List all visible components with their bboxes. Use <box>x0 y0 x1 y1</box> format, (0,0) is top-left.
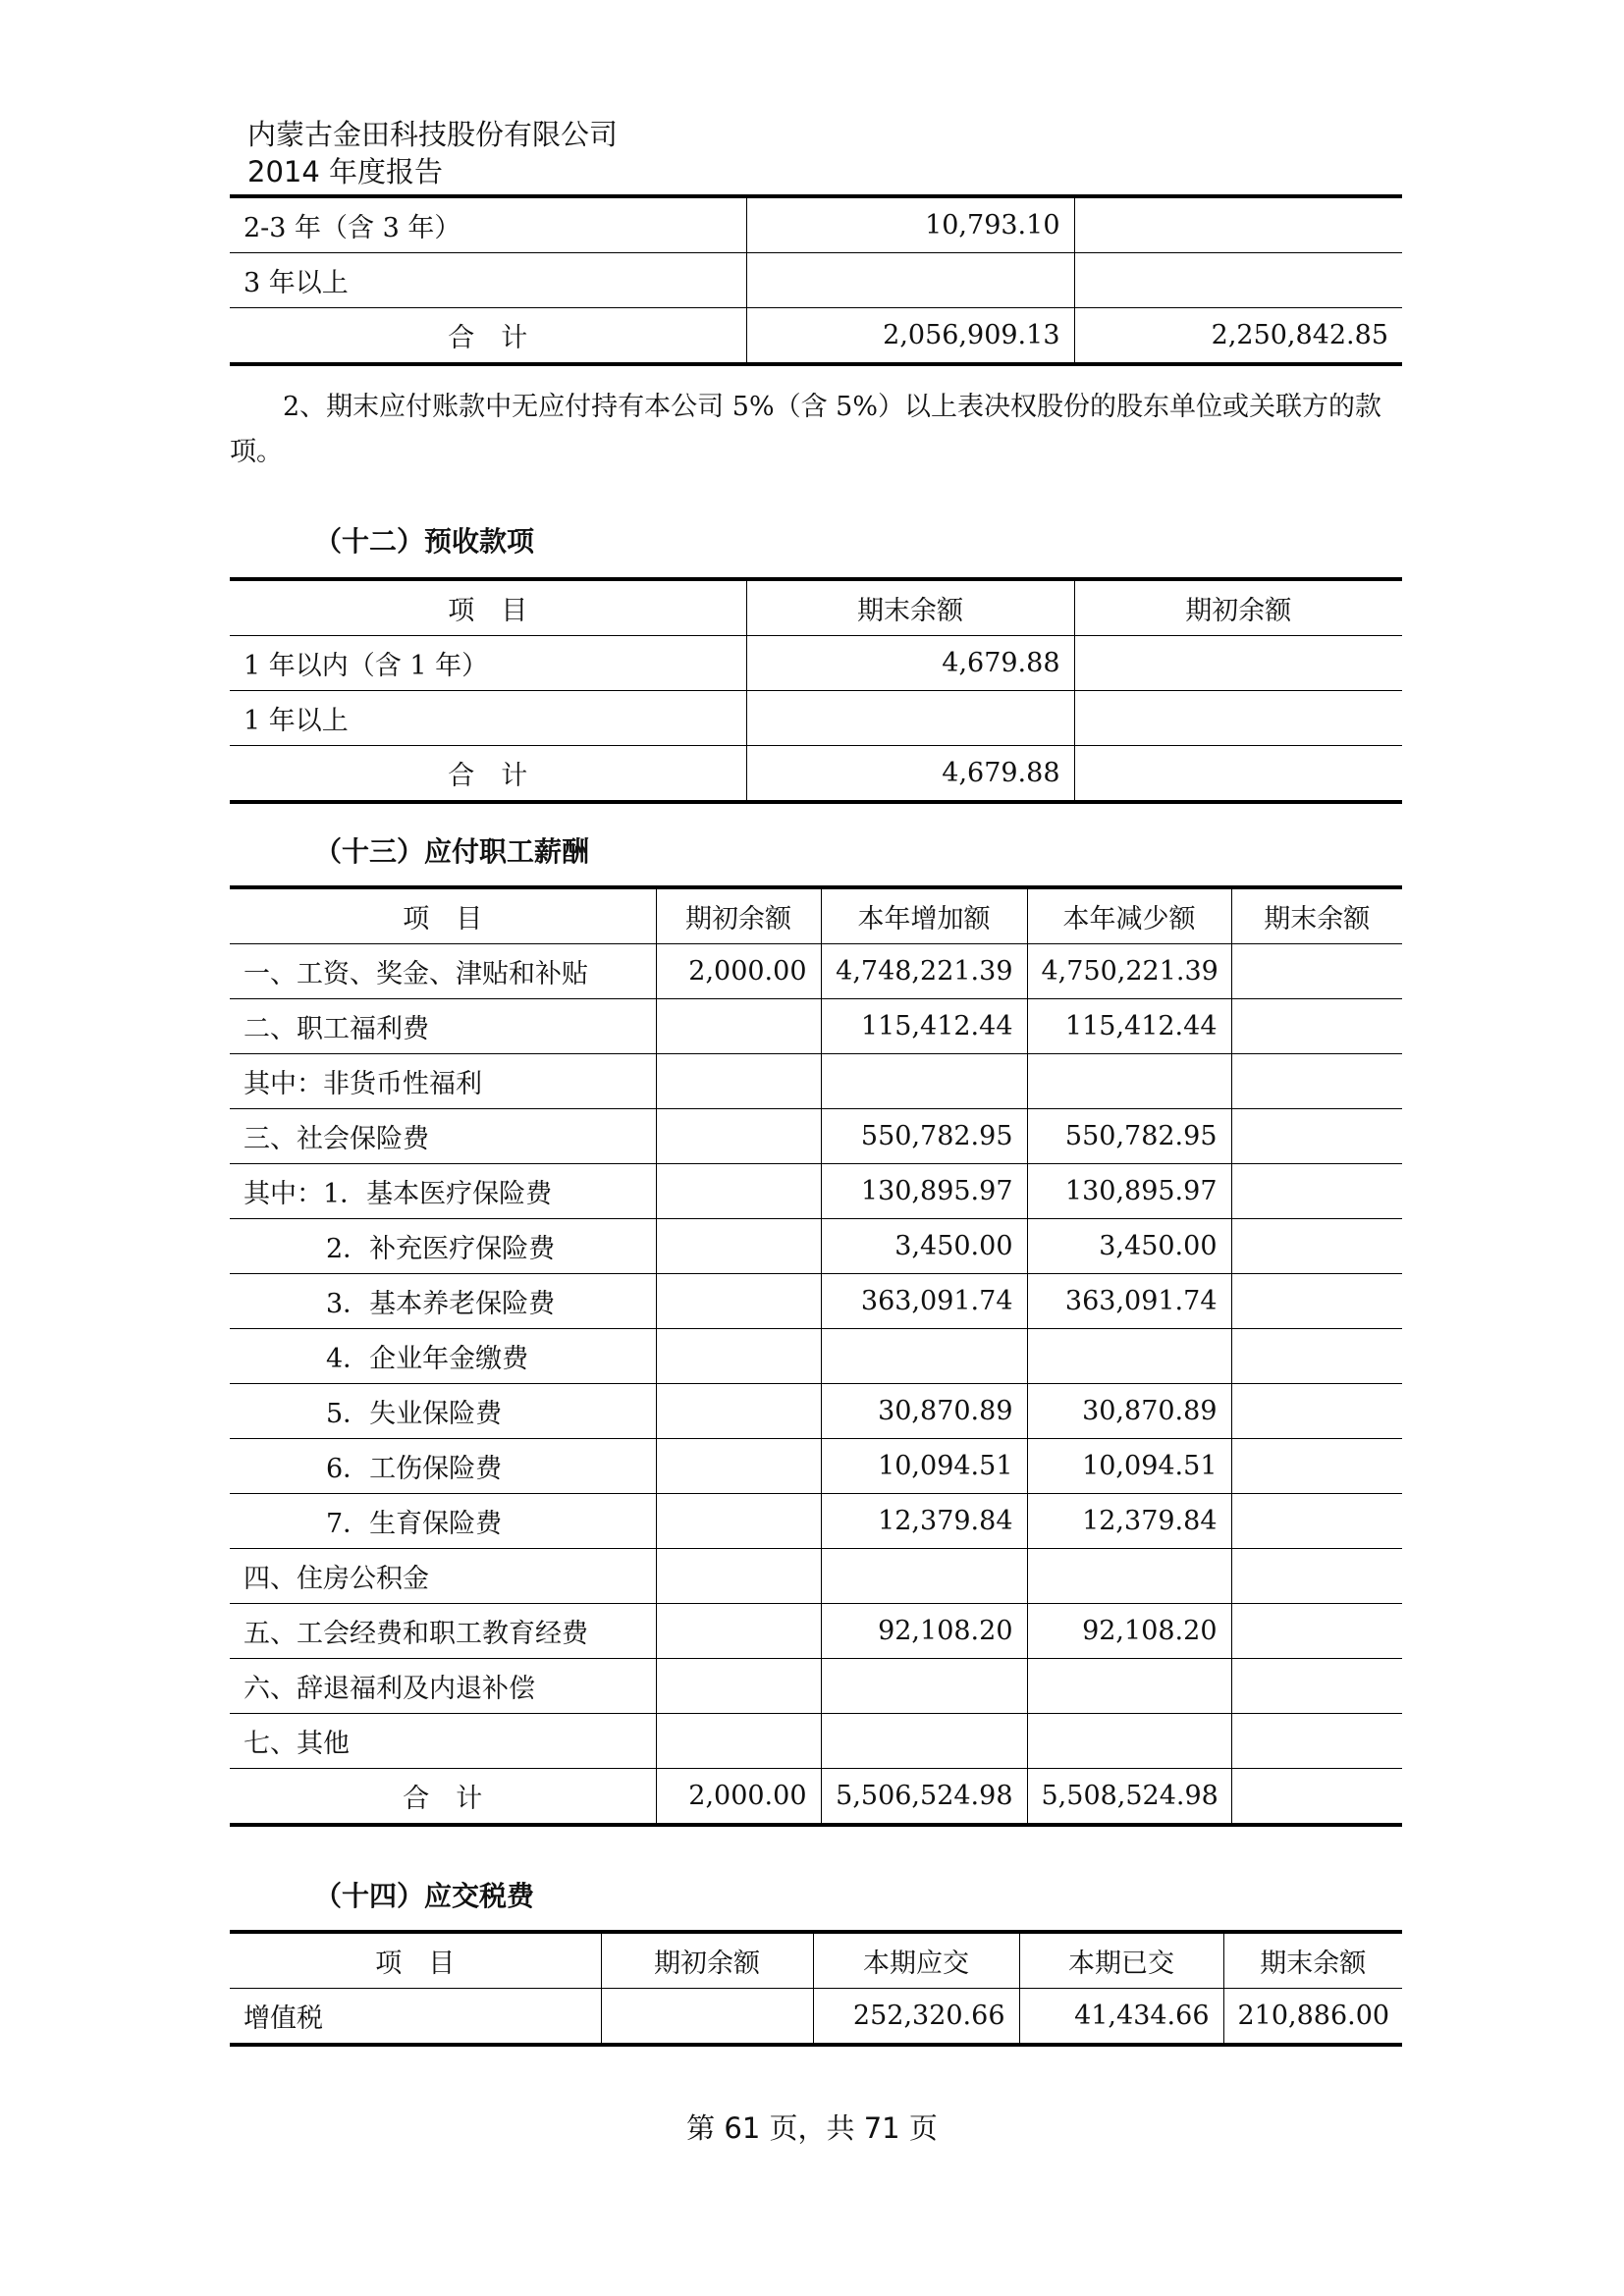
begin-balance <box>1074 636 1402 691</box>
increase-amount <box>821 1329 1027 1384</box>
end-balance: 4,679.88 <box>746 636 1074 691</box>
increase-amount <box>821 1714 1027 1769</box>
decrease-amount: 30,870.89 <box>1027 1384 1231 1439</box>
total-row <box>230 1769 1402 1826</box>
begin-balance <box>601 1989 813 2046</box>
row-label: 3 年以上 <box>230 253 746 308</box>
table-row <box>230 1274 1402 1329</box>
end-balance <box>1231 1714 1402 1769</box>
table-row <box>230 1219 1402 1274</box>
begin-balance <box>656 1219 821 1274</box>
table-row <box>230 1384 1402 1439</box>
begin-balance <box>656 1054 821 1109</box>
total-label: 合 计 <box>230 1769 656 1826</box>
header-begin-balance: 期初余额 <box>656 887 821 944</box>
row-label: 四、住房公积金 <box>230 1549 656 1604</box>
increase-amount: 3,450.00 <box>821 1219 1027 1274</box>
decrease-amount: 115,412.44 <box>1027 999 1231 1054</box>
begin-balance <box>656 1329 821 1384</box>
increase-amount: 10,094.51 <box>821 1439 1027 1494</box>
begin-balance <box>656 1164 821 1219</box>
row-label: 6．工伤保险费 <box>230 1439 656 1494</box>
end-balance <box>1231 1329 1402 1384</box>
header-end-balance: 期末余额 <box>1223 1932 1402 1989</box>
table-row <box>230 999 1402 1054</box>
end-balance <box>1231 1494 1402 1549</box>
row-label: 7．生育保险费 <box>230 1494 656 1549</box>
header-payable: 本期应交 <box>813 1932 1019 1989</box>
company-name: 内蒙古金田科技股份有限公司 <box>247 118 619 151</box>
table-row <box>230 253 1402 308</box>
end-balance <box>1231 1274 1402 1329</box>
row-label: 三、社会保险费 <box>230 1109 656 1164</box>
end-balance <box>1231 1219 1402 1274</box>
table-row <box>230 691 1402 746</box>
decrease-amount: 5,508,524.98 <box>1027 1769 1231 1826</box>
end-balance <box>1231 1439 1402 1494</box>
decrease-amount: 3,450.00 <box>1027 1219 1231 1274</box>
section-title-advances: （十二）预收款项 <box>314 525 535 558</box>
payable-amount: 252,320.66 <box>813 1989 1019 2046</box>
end-balance <box>1231 944 1402 999</box>
row-label: 5．失业保险费 <box>230 1384 656 1439</box>
document-header <box>247 116 618 190</box>
end-balance <box>1231 1384 1402 1439</box>
end-balance: 4,679.88 <box>746 746 1074 803</box>
table-row <box>230 1714 1402 1769</box>
table-row <box>230 1164 1402 1219</box>
decrease-amount: 12,379.84 <box>1027 1494 1231 1549</box>
row-label: 六、辞退福利及内退补偿 <box>230 1659 656 1714</box>
begin-balance: 2,250,842.85 <box>1074 308 1402 365</box>
begin-balance <box>656 1714 821 1769</box>
table-row <box>230 1659 1402 1714</box>
note-paragraph: 2、期末应付账款中无应付持有本公司 5%（含 5%）以上表决权股份的股东单位或关联方的款项。 <box>230 392 1382 467</box>
increase-amount: 550,782.95 <box>821 1109 1027 1164</box>
row-label: 其中：非货币性福利 <box>230 1054 656 1109</box>
begin-balance <box>1074 253 1402 308</box>
decrease-amount <box>1027 1329 1231 1384</box>
row-label: 3．基本养老保险费 <box>230 1274 656 1329</box>
row-label: 其中：1．基本医疗保险费 <box>230 1164 656 1219</box>
header-item: 项 目 <box>230 579 746 636</box>
begin-balance <box>656 1659 821 1714</box>
row-label: 4．企业年金缴费 <box>230 1329 656 1384</box>
header-begin-balance: 期初余额 <box>1074 579 1402 636</box>
table-row <box>230 1549 1402 1604</box>
paid-amount: 41,434.66 <box>1019 1989 1223 2046</box>
table-row <box>230 1439 1402 1494</box>
end-balance <box>1231 1109 1402 1164</box>
end-balance <box>1231 1769 1402 1826</box>
header-row <box>230 887 1402 944</box>
total-row <box>230 308 1402 365</box>
report-title: 2014 年度报告 <box>247 155 444 188</box>
begin-balance <box>656 1549 821 1604</box>
total-row <box>230 746 1402 803</box>
increase-amount: 130,895.97 <box>821 1164 1027 1219</box>
end-balance: 210,886.00 <box>1223 1989 1402 2046</box>
decrease-amount <box>1027 1054 1231 1109</box>
header-end-balance: 期末余额 <box>746 579 1074 636</box>
row-label: 七、其他 <box>230 1714 656 1769</box>
payables-aging-table <box>230 194 1402 366</box>
end-balance <box>1231 999 1402 1054</box>
taxes-table <box>230 1930 1402 2047</box>
decrease-amount: 130,895.97 <box>1027 1164 1231 1219</box>
header-paid: 本期已交 <box>1019 1932 1223 1989</box>
end-balance <box>1231 1604 1402 1659</box>
decrease-amount: 10,094.51 <box>1027 1439 1231 1494</box>
increase-amount <box>821 1549 1027 1604</box>
increase-amount: 4,748,221.39 <box>821 944 1027 999</box>
begin-balance <box>656 1494 821 1549</box>
header-begin-balance: 期初余额 <box>601 1932 813 1989</box>
row-label: 增值税 <box>230 1989 601 2046</box>
decrease-amount <box>1027 1659 1231 1714</box>
increase-amount: 363,091.74 <box>821 1274 1027 1329</box>
table-row <box>230 196 1402 253</box>
table-row <box>230 1989 1402 2046</box>
end-balance <box>746 691 1074 746</box>
end-balance <box>1231 1054 1402 1109</box>
increase-amount <box>821 1054 1027 1109</box>
header-end-balance: 期末余额 <box>1231 887 1402 944</box>
end-balance: 10,793.10 <box>746 196 1074 253</box>
page-number: 第 61 页，共 71 页 <box>686 2111 938 2145</box>
row-label: 2．补充医疗保险费 <box>230 1219 656 1274</box>
section-title-taxes: （十四）应交税费 <box>314 1880 535 1912</box>
row-label: 2-3 年（含 3 年） <box>230 196 746 253</box>
section-title-payroll: （十三）应付职工薪酬 <box>314 835 590 868</box>
table-row <box>230 944 1402 999</box>
begin-balance <box>656 1604 821 1659</box>
begin-balance: 2,000.00 <box>656 1769 821 1826</box>
begin-balance <box>656 1274 821 1329</box>
row-label: 一、工资、奖金、津贴和补贴 <box>230 944 656 999</box>
begin-balance <box>656 1109 821 1164</box>
decrease-amount: 4,750,221.39 <box>1027 944 1231 999</box>
header-item: 项 目 <box>230 887 656 944</box>
begin-balance <box>1074 196 1402 253</box>
total-label: 合 计 <box>230 308 746 365</box>
header-item: 项 目 <box>230 1932 601 1989</box>
payroll-table <box>230 885 1402 1827</box>
increase-amount: 92,108.20 <box>821 1604 1027 1659</box>
table-row <box>230 1054 1402 1109</box>
decrease-amount <box>1027 1714 1231 1769</box>
increase-amount: 30,870.89 <box>821 1384 1027 1439</box>
decrease-amount: 363,091.74 <box>1027 1274 1231 1329</box>
end-balance <box>1231 1549 1402 1604</box>
table-row <box>230 1604 1402 1659</box>
end-balance: 2,056,909.13 <box>746 308 1074 365</box>
begin-balance <box>656 999 821 1054</box>
row-label: 二、职工福利费 <box>230 999 656 1054</box>
increase-amount: 12,379.84 <box>821 1494 1027 1549</box>
total-label: 合 计 <box>230 746 746 803</box>
begin-balance <box>1074 746 1402 803</box>
header-increase: 本年增加额 <box>821 887 1027 944</box>
end-balance <box>1231 1659 1402 1714</box>
end-balance <box>746 253 1074 308</box>
begin-balance <box>1074 691 1402 746</box>
increase-amount <box>821 1659 1027 1714</box>
decrease-amount: 550,782.95 <box>1027 1109 1231 1164</box>
table-row <box>230 1329 1402 1384</box>
header-row <box>230 579 1402 636</box>
increase-amount: 5,506,524.98 <box>821 1769 1027 1826</box>
row-label: 1 年以上 <box>230 691 746 746</box>
row-label: 五、工会经费和职工教育经费 <box>230 1604 656 1659</box>
advances-table <box>230 577 1402 804</box>
table-row <box>230 1109 1402 1164</box>
decrease-amount <box>1027 1549 1231 1604</box>
decrease-amount: 92,108.20 <box>1027 1604 1231 1659</box>
table-row <box>230 1494 1402 1549</box>
increase-amount: 115,412.44 <box>821 999 1027 1054</box>
header-decrease: 本年减少额 <box>1027 887 1231 944</box>
begin-balance <box>656 1439 821 1494</box>
row-label: 1 年以内（含 1 年） <box>230 636 746 691</box>
begin-balance: 2,000.00 <box>656 944 821 999</box>
begin-balance <box>656 1384 821 1439</box>
header-row <box>230 1932 1402 1989</box>
table-row <box>230 636 1402 691</box>
end-balance <box>1231 1164 1402 1219</box>
